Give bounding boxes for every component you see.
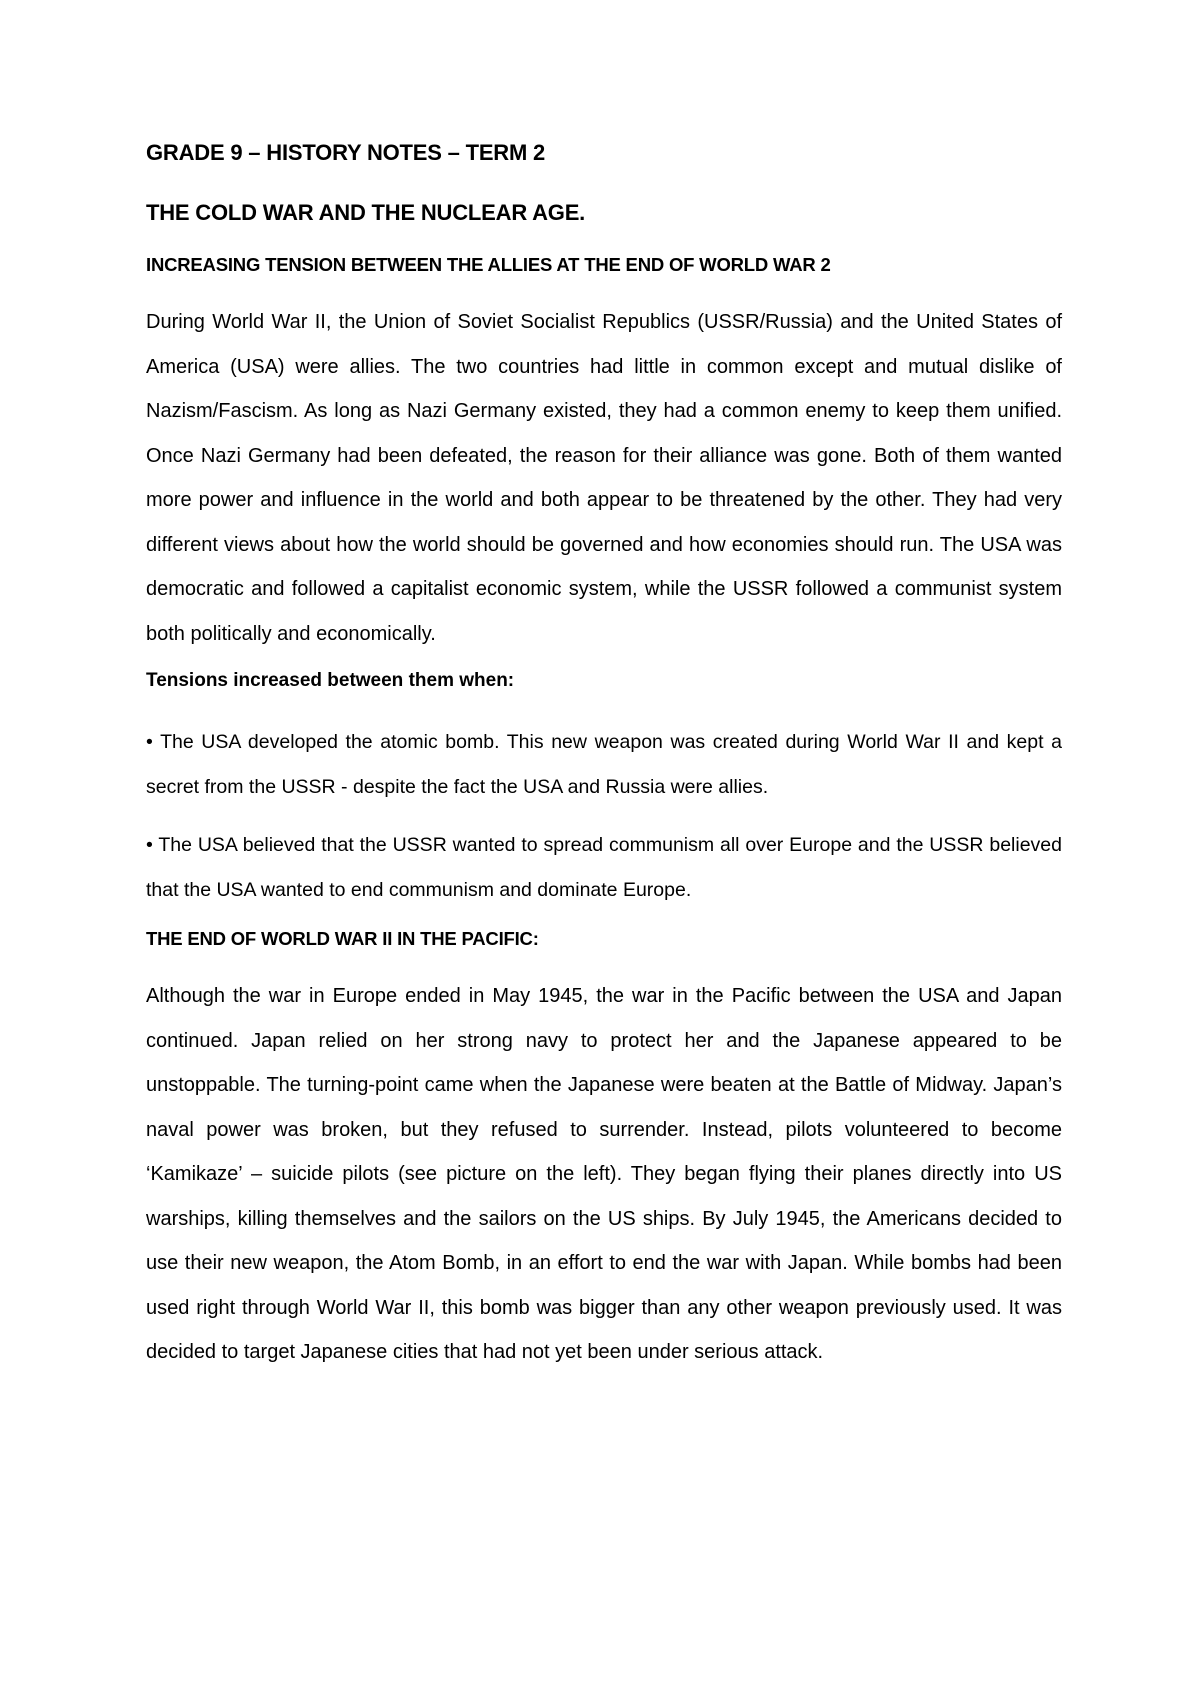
document-page [146,138,1062,1387]
document-subtitle: THE COLD WAR AND THE NUCLEAR AGE. [146,200,586,225]
bullet-atomic-bomb: • The USA developed the atomic bomb. This new weapon was created during World War II and kept a secret from the USSR - despite the fact the USA and Russia were allies. [146,731,1062,798]
paragraph-pacific: Although the war in Europe ended in May 1945, the war in the Pacific between the USA and Japan continued. Japan relied on her strong navy to protect her and the Japanese appeared to be unstoppable. The turning-point came when the Japanese were beaten at the Battle of Midway. Japan’s naval power was broken, but they refused to surrender. Instead, pilots volunteered to become ‘Kamikaze’ – suicide pilots (see picture on the left). They began flying their planes directly into US warships, killing themselves and the sailors on the US ships. By July 1945, the Americans decided to use their new weapon, the Atom Bomb, in an effort to end the war with Japan. While bombs had been used right through World War II, this bomb was bigger than any other weapon previously used. It was decided to target Japanese cities that had not yet been under serious attack. [146,985,1062,1363]
document-title: GRADE 9 – HISTORY NOTES – TERM 2 [146,140,546,165]
section-heading-pacific: THE END OF WORLD WAR II IN THE PACIFIC: [146,928,539,949]
paragraph-tension: During World War II, the Union of Soviet Socialist Republics (USSR/Russia) and the United States of America (USA) were allies. The two countries had little in common except and mutual dislike of Nazism/Fascism. As long as Nazi Germany existed, they had a common enemy to keep them unified. Once Nazi Germany had been defeated, the reason for their alliance was gone. Both of them wanted more power and influence in the world and both appear to be threatened by the other. They had very different views about how the world should be governed and how economies should run. The USA was democratic and followed a capitalist economic system, while the USSR followed a communist system both politically and economically. [146,311,1062,645]
section-heading-tension: INCREASING TENSION BETWEEN THE ALLIES AT THE END OF WORLD WAR 2 [146,254,831,275]
tensions-label: Tensions increased between them when: [146,670,515,691]
bullet-communism: • The USA believed that the USSR wanted to spread communism all over Europe and the USSR believed that the USA wanted to end communism and dominate Europe. [146,834,1062,901]
